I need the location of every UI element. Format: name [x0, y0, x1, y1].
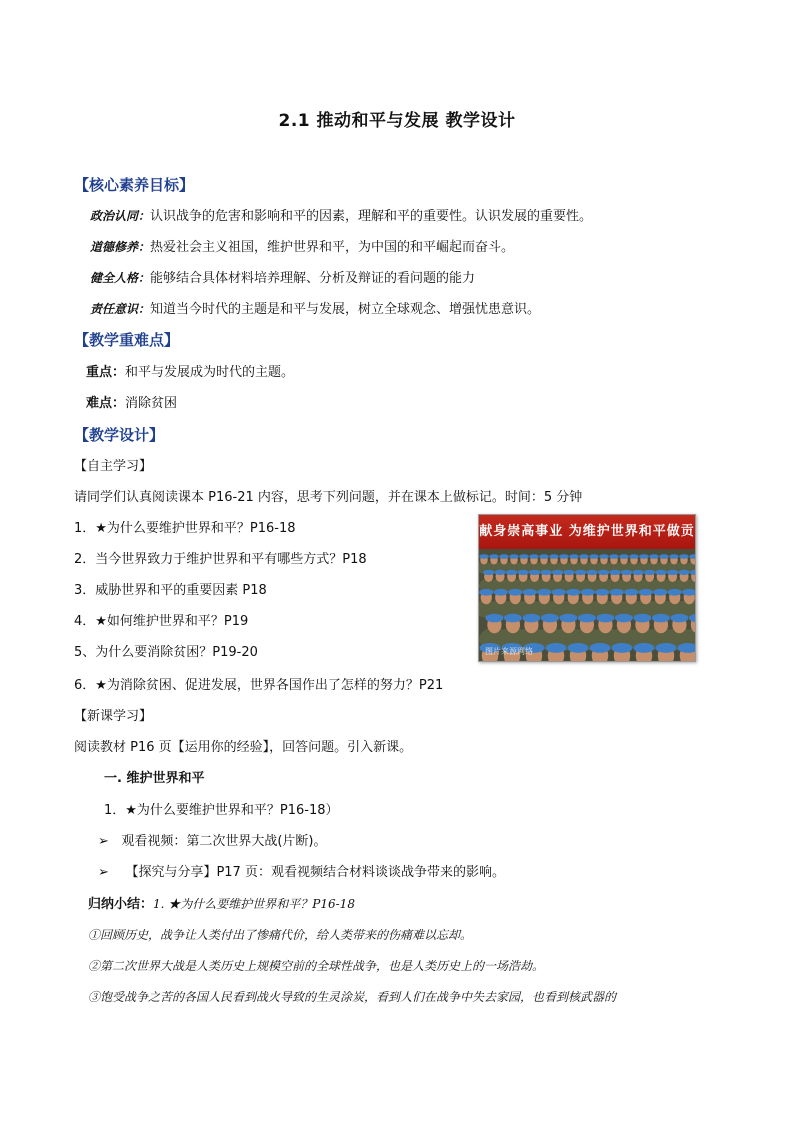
- answer-item: ①回顾历史，战争让人类付出了惨痛代价，给人类带来的伤痛难以忘却。: [88, 928, 473, 942]
- goal-item: [90, 300, 540, 319]
- question-item: 5、为什么要消除贫困？P19-20: [74, 645, 258, 660]
- goal-label: 健全人格：: [90, 271, 151, 285]
- difficult-point-label: 难点：: [86, 396, 126, 411]
- goal-item: [90, 269, 475, 288]
- summary-title: 1. ★为什么要维护世界和平？P16-18: [153, 897, 355, 911]
- new-study-intro: 阅读教材 P16 页【运用你的经验】，回答问题。引入新课。: [74, 740, 413, 755]
- key-point: [86, 364, 294, 382]
- new-study-heading: 【新课学习】: [74, 709, 153, 724]
- goal-text: 知道当今时代的主题是和平与发展，树立全球观念、增强忧患意识。: [150, 302, 541, 317]
- bullet-item: [98, 833, 326, 851]
- bullet-text: 【探究与分享】P17 页：观看视频结合材料谈谈战争带来的影响。: [125, 865, 505, 880]
- bullet-item: [98, 864, 505, 882]
- goal-item: [90, 207, 592, 226]
- question-item: 2．当今世界致力于维护世界和平有哪些方式？P18: [74, 552, 367, 567]
- section-core-goals: 【核心素养目标】: [74, 176, 195, 194]
- goal-label: 道德修养：: [90, 240, 151, 254]
- subquestion: 1．★为什么要维护世界和平？P16-18）: [104, 803, 339, 818]
- page-title: 2.1 推动和平与发展 教学设计: [278, 111, 516, 131]
- peacekeepers-photo: [478, 514, 696, 662]
- difficult-point: [86, 395, 177, 413]
- soldiers-crowd-image: [479, 549, 695, 661]
- self-study-heading: 【自主学习】: [74, 459, 153, 474]
- part-heading: 一. 维护世界和平: [104, 771, 205, 786]
- self-study-intro: 请同学们认真阅读课本 P16-21 内容，思考下列问题，并在课本上做标记。时间：5 分钟: [74, 490, 583, 505]
- answer-item: ②第二次世界大战是人类历史上规模空前的全球性战争，也是人类历史上的一场浩劫。: [88, 959, 545, 973]
- question-item: 3．威胁世界和平的重要因素 P18: [74, 583, 267, 598]
- summary-label: 归纳小结：: [88, 897, 154, 912]
- goal-label: 政治认同：: [90, 209, 151, 223]
- arrow-bullet-icon: ➢: [98, 865, 109, 880]
- arrow-bullet-icon: ➢: [98, 834, 109, 849]
- bullet-text: 观看视频：第二次世界大战(片断)。: [121, 834, 327, 849]
- goal-text: 认识战争的危害和影响和平的因素，理解和平的重要性。认识发展的重要性。: [150, 209, 593, 224]
- goal-label: 责任意识：: [90, 302, 151, 316]
- photo-watermark: 图片来源网络: [485, 647, 533, 656]
- difficult-point-text: 消除贫困: [125, 396, 178, 411]
- goal-item: [90, 238, 514, 257]
- section-teaching-design: 【教学设计】: [74, 426, 165, 444]
- question-item: 1．★为什么要维护世界和平？P16-18: [74, 521, 296, 536]
- answer-item: ③饱受战争之苦的各国人民看到战火导致的生灵涂炭，看到人们在战争中失去家园，也看到核武器的: [88, 990, 617, 1004]
- key-point-label: 重点：: [86, 365, 126, 380]
- question-item: 4．★如何维护世界和平？P19: [74, 614, 249, 629]
- goal-text: 热爱社会主义祖国，维护世界和平，为中国的和平崛起而奋斗。: [150, 240, 515, 255]
- key-point-text: 和平与发展成为时代的主题。: [125, 365, 295, 380]
- goal-text: 能够结合具体材料培养理解、分析及辩证的看问题的能力: [150, 271, 476, 286]
- question-item: 6．★为消除贫困、促进发展，世界各国作出了怎样的努力？P21: [74, 678, 444, 693]
- section-key-difficult: 【教学重难点】: [74, 331, 180, 349]
- photo-banner: 献身崇高事业 为维护世界和平做贡: [479, 515, 695, 549]
- summary-heading: [88, 895, 355, 914]
